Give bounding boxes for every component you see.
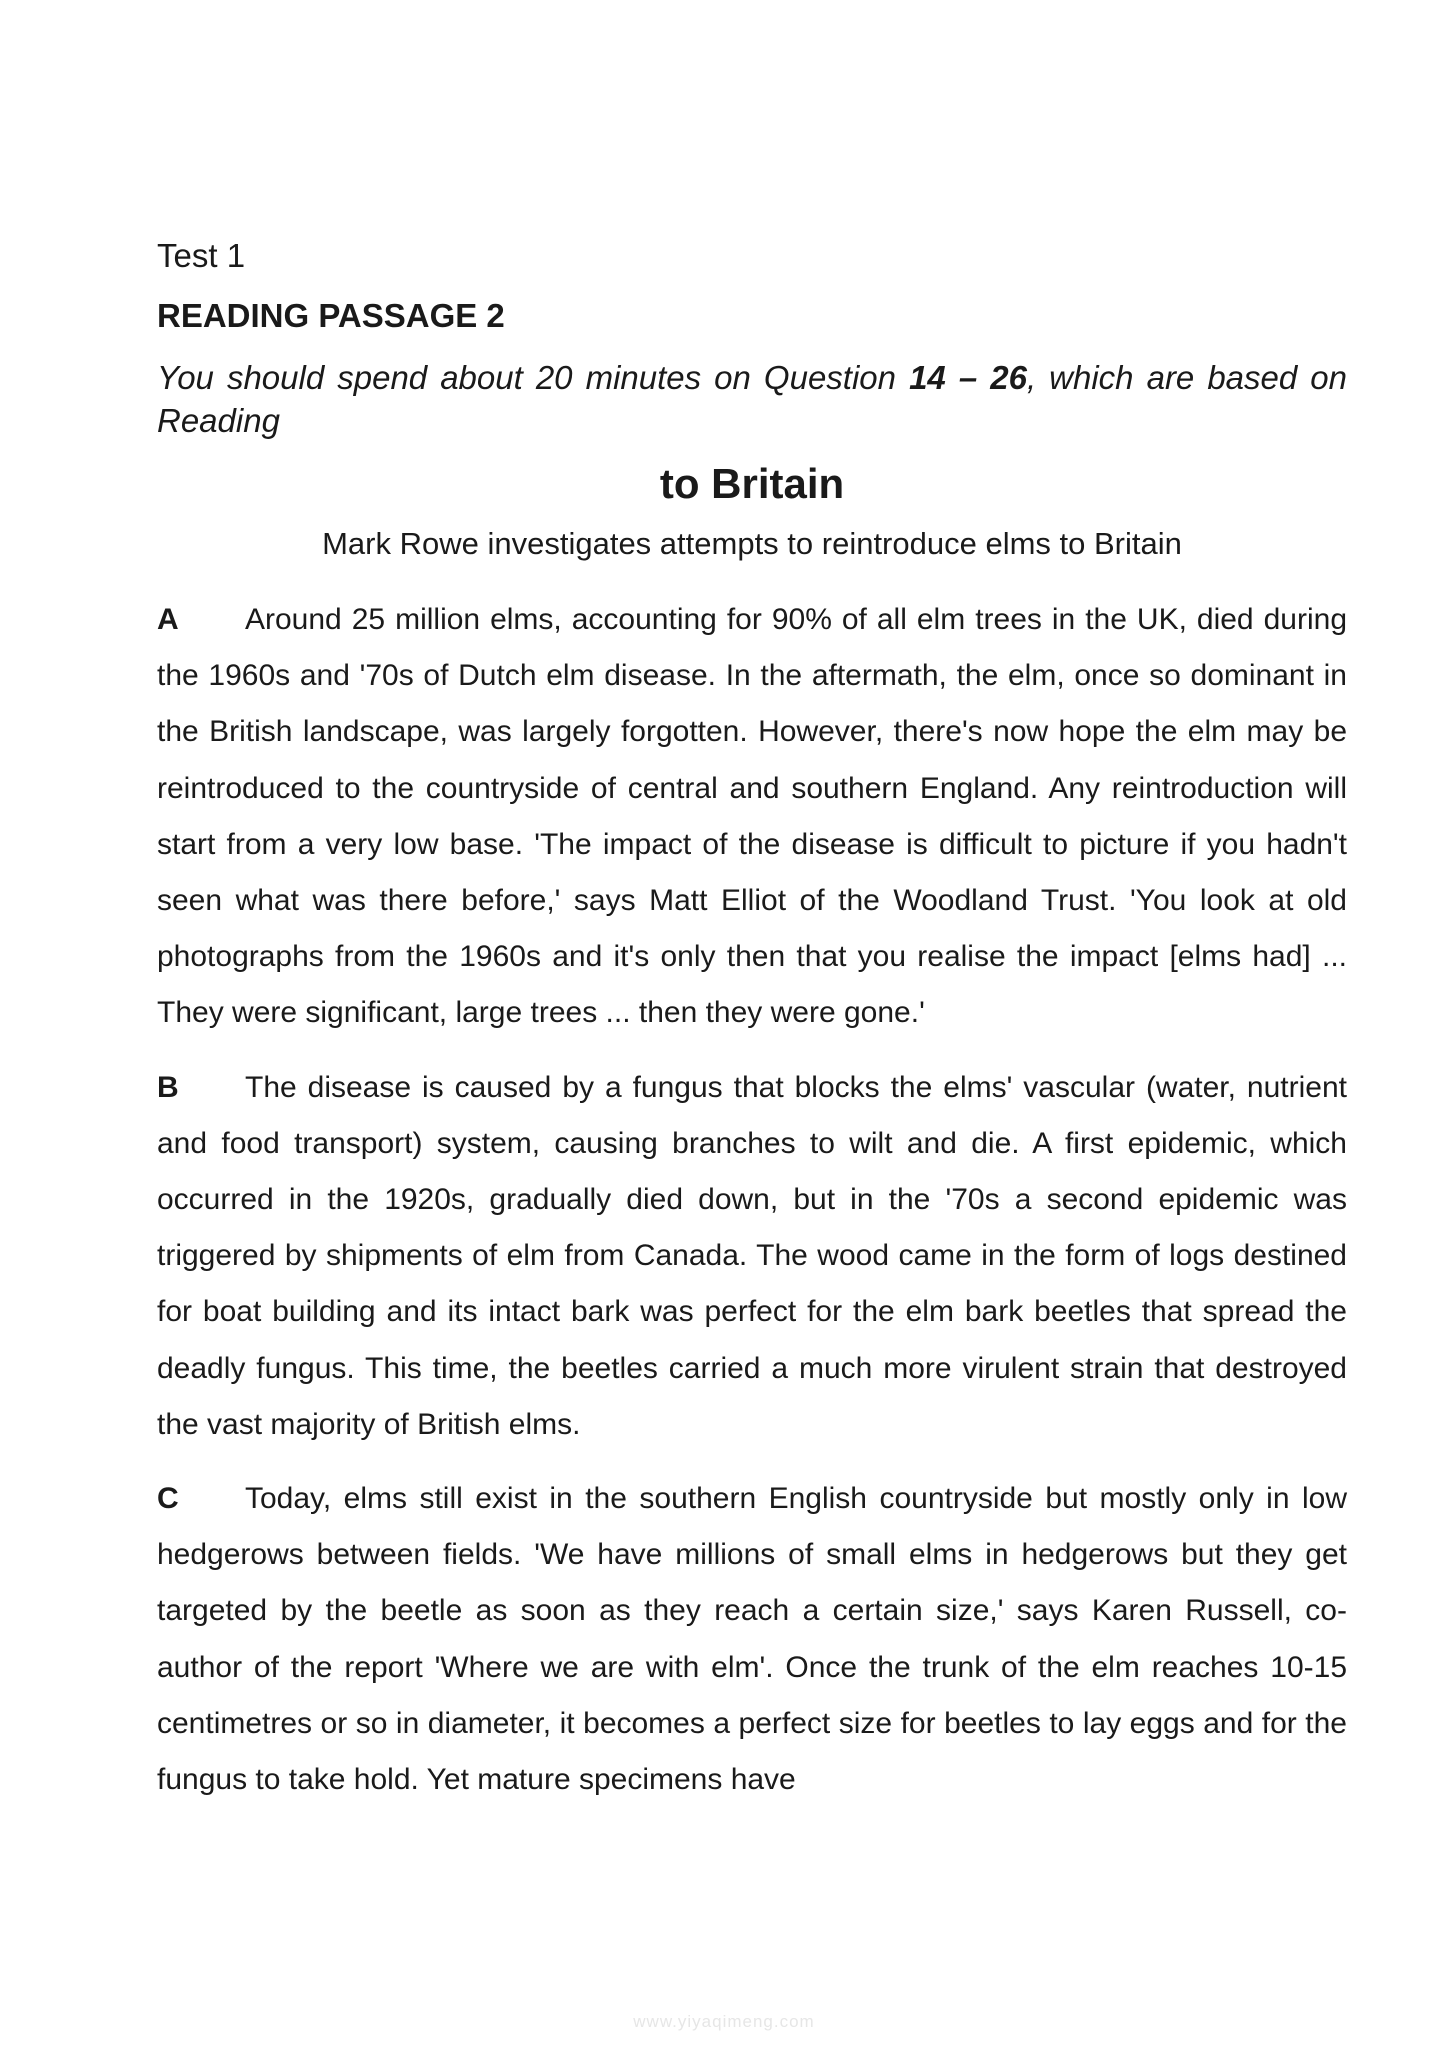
paragraph-text: Around 25 million elms, accounting for 90% of all elm trees in the UK, died during the 1960s and '70s of Dutch elm disease. In the aftermath, the elm, once so dominant in the British landscape, was largely forgotten. However, there's now hope the elm may be reintroduced to the countryside of central and southern England. Any reintroduction will start from a very low base. 'The impact of the disease is difficult to picture if you hadn't seen what was there before,' says Matt Elliot of the Woodland Trust. 'You look at old photographs from the 1960s and it's only then that you realise the impact [elms had] ... They were significant, large trees ... then they were gone.' bbox=[157, 603, 1347, 1030]
article-title: to Britain bbox=[659, 460, 845, 507]
paragraph-letter: A bbox=[157, 603, 179, 636]
article-subtitle: Mark Rowe investigates attempts to reintroduce elms to Britain bbox=[322, 526, 1182, 561]
question-range: 14 – 26 bbox=[909, 359, 1027, 396]
paragraph-text: The disease is caused by a fungus that blocks the elms' vascular (water, nutrient and food transport) system, causing branches to wilt and die. A first epidemic, which occurred in the 1920s, gradually died down, but in the '70s a second epidemic was triggered by shipments of elm from Canada. The wood came in the form of logs destined for boat building and its intact bark was perfect for the elm bark beetles that spread the deadly fungus. This time, the beetles carried a much more virulent strain that destroyed the vast majority of British elms. bbox=[157, 1070, 1347, 1441]
document-page bbox=[157, 236, 1347, 1826]
paragraph-a bbox=[157, 592, 1347, 1042]
instruction-pre: You should spend about 20 minutes on Question bbox=[157, 359, 910, 396]
passage-label: READING PASSAGE 2 bbox=[157, 297, 505, 334]
paragraph-letter: B bbox=[157, 1070, 179, 1104]
instruction-text bbox=[157, 356, 1347, 442]
test-label: Test 1 bbox=[157, 237, 246, 274]
paragraph-text: Today, elms still exist in the southern English countryside but mostly only in low hedgerows between fields. 'We have millions of small elms in hedgerows but they get targeted by the beetle as soon as they reach a certain size,' says Karen Russell, co-author of the report 'Where we are with elm'. Once the trunk of the elm reaches 10-15 centimetres or so in diameter, it becomes a perfect size for beetles to lay eggs and for the fungus to take hold. Yet mature specimens have bbox=[157, 1482, 1347, 1797]
paragraph-b bbox=[157, 1060, 1347, 1453]
paragraph-c bbox=[157, 1471, 1347, 1808]
instruction-post: , which are based on Reading bbox=[157, 359, 1348, 439]
watermark: www.yiyaqimeng.com bbox=[633, 2012, 815, 2031]
paragraph-letter: C bbox=[157, 1482, 179, 1516]
